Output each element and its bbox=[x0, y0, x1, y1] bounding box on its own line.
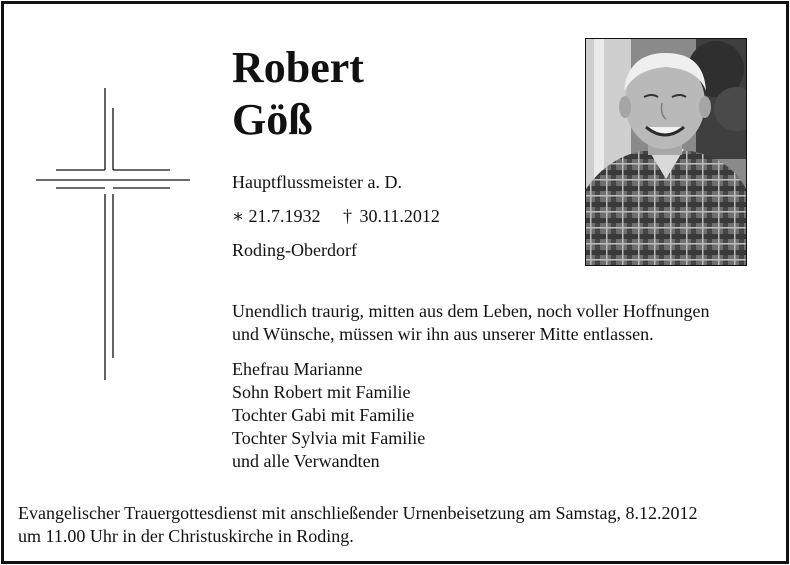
mourner-item: Ehefrau Marianne bbox=[232, 359, 363, 379]
death-date: 30.11.2012 bbox=[359, 206, 440, 226]
service-line: Evangelischer Trauergottesdienst mit anschließender Urnenbeisetzung am Samstag, 8.12.2012 bbox=[18, 503, 698, 523]
mourners-list bbox=[232, 358, 425, 473]
life-dates bbox=[232, 206, 440, 226]
mourner-item: und alle Verwandten bbox=[232, 451, 380, 471]
portrait-photo bbox=[585, 38, 747, 266]
birth-date: 21.7.1932 bbox=[248, 206, 321, 226]
death-cross-icon: † bbox=[343, 206, 352, 226]
mourner-item: Sohn Robert mit Familie bbox=[232, 382, 411, 402]
service-line: um 11.00 Uhr in der Christuskirche in Roding. bbox=[18, 526, 354, 546]
mourner-item: Tochter Gabi mit Familie bbox=[232, 405, 415, 425]
portrait-image bbox=[586, 39, 746, 265]
mourner-item: Tochter Sylvia mit Familie bbox=[232, 428, 426, 448]
message-line: und Wünsche, müssen wir ihn aus unserer Mitte entlassen. bbox=[232, 324, 654, 344]
birth-star-icon: ∗ bbox=[232, 206, 245, 226]
deceased-last-name: Göß bbox=[232, 95, 313, 144]
message-line: Unendlich traurig, mitten aus dem Leben, noch voller Hoffnungen bbox=[232, 301, 710, 321]
funeral-service-info bbox=[18, 502, 698, 548]
deceased-first-name: Robert bbox=[232, 43, 364, 92]
deceased-title: Hauptflussmeister a. D. bbox=[232, 172, 402, 192]
hometown: Roding-Oberdorf bbox=[232, 240, 357, 260]
condolence-message bbox=[232, 300, 710, 346]
cross-icon bbox=[36, 88, 190, 380]
